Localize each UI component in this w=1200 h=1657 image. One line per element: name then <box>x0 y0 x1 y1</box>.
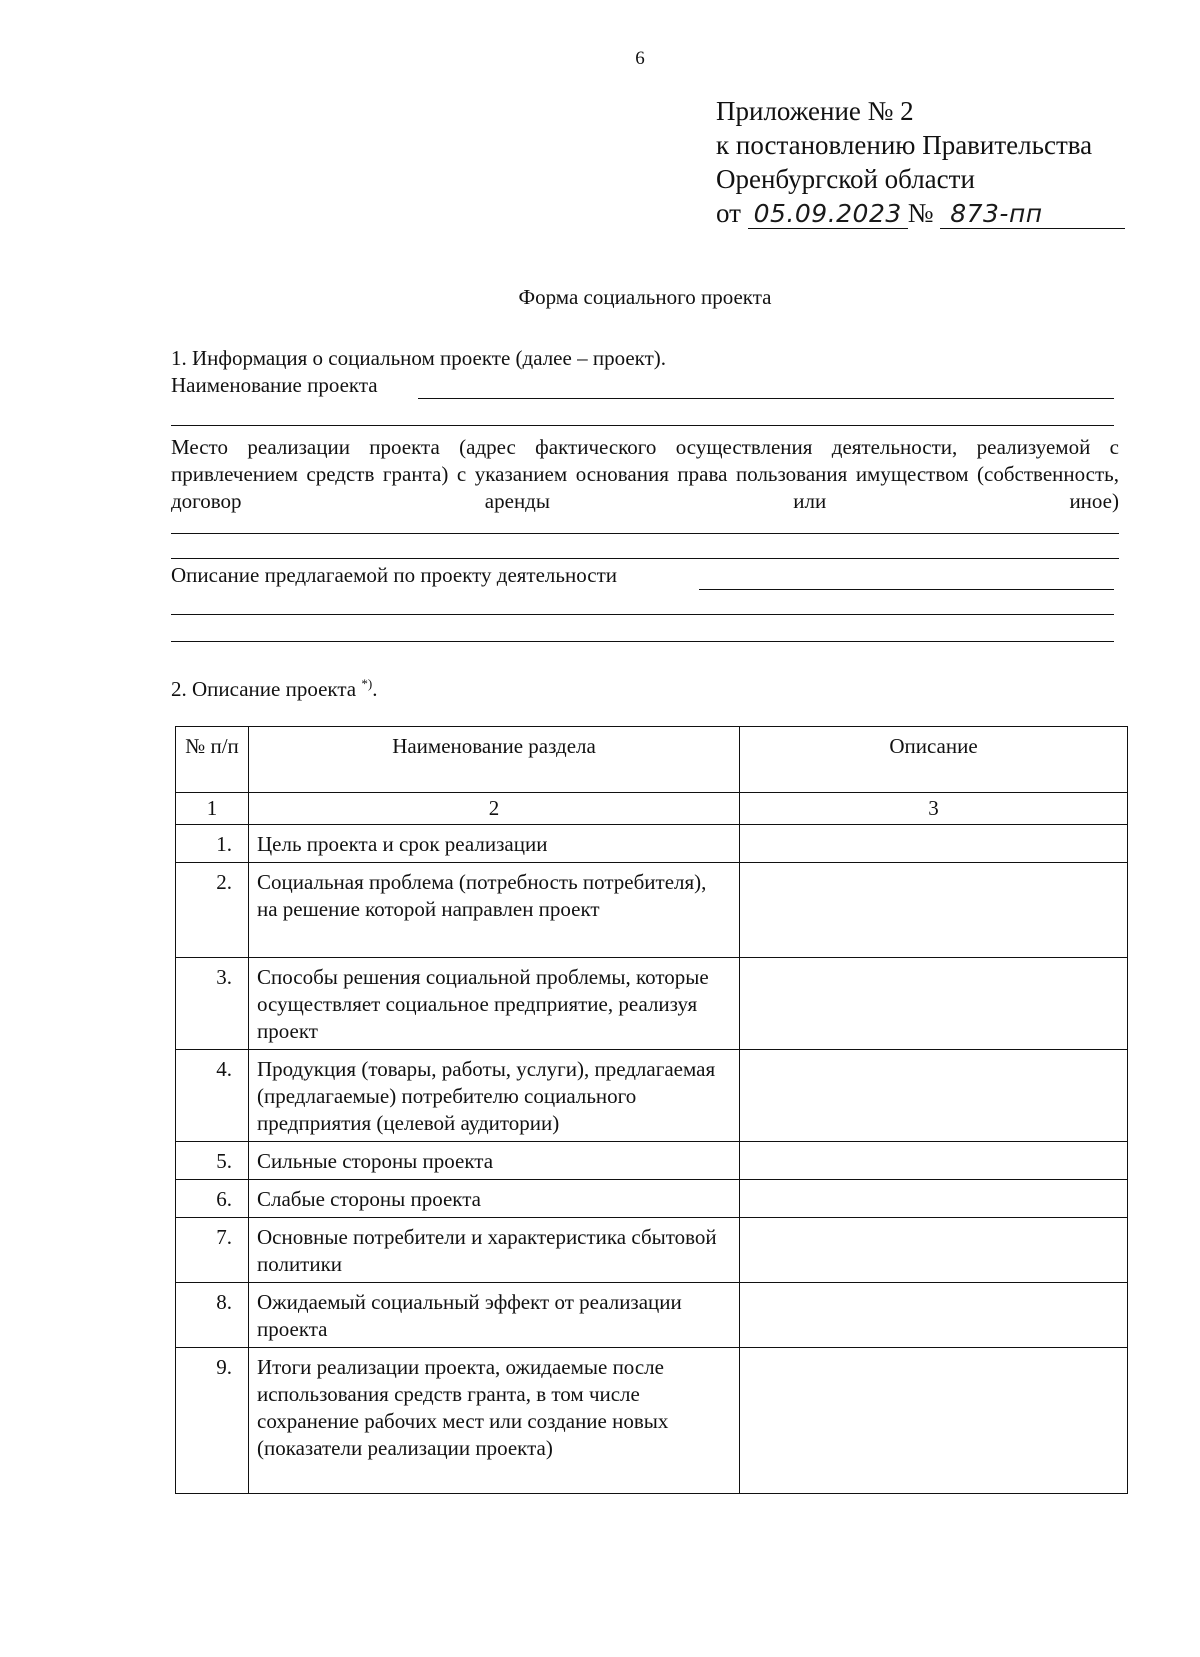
row-number: 2. <box>176 863 249 958</box>
section2-heading <box>171 676 377 702</box>
section2-heading-end: . <box>372 677 378 701</box>
activity-line-2 <box>171 614 1114 615</box>
index-cell: 1 <box>176 793 249 825</box>
place-line-2 <box>171 558 1119 559</box>
row-number: 6. <box>176 1180 249 1218</box>
project-name-label: Наименование проекта <box>171 373 378 397</box>
project-name-line <box>418 398 1114 399</box>
row-description[interactable] <box>740 1348 1128 1494</box>
from-label: от <box>716 198 741 228</box>
table-row <box>176 1348 1128 1494</box>
row-description[interactable] <box>740 958 1128 1050</box>
row-section-name: Социальная проблема (потребность потребителя), на решение которой направлен проект <box>249 863 740 958</box>
row-section-name: Продукция (товары, работы, услуги), предлагаемая (предлагаемые) потребителю социального предприятия (целевой аудитории) <box>249 1050 740 1142</box>
row-section-name: Итоги реализации проекта, ожидаемые после использования средств гранта, в том числе сохранение рабочих мест или создание новых (показатели реализации проекта) <box>249 1348 740 1494</box>
appendix-date-number-line <box>716 196 1125 230</box>
row-description[interactable] <box>740 825 1128 863</box>
table-index-row <box>176 793 1128 825</box>
row-description[interactable] <box>740 1180 1128 1218</box>
place-line-1 <box>171 533 1119 534</box>
table-row <box>176 1142 1128 1180</box>
header-desc: Описание <box>740 727 1128 793</box>
table-row <box>176 1180 1128 1218</box>
table-row <box>176 825 1128 863</box>
row-section-name: Способы решения социальной проблемы, которые осуществляет социальное предприятие, реализуя проект <box>249 958 740 1050</box>
activity-label: Описание предлагаемой по проекту деятельности <box>171 563 617 587</box>
row-number: 5. <box>176 1142 249 1180</box>
table-row <box>176 1218 1128 1283</box>
appendix-title: Приложение № 2 <box>716 96 914 126</box>
table-row <box>176 1050 1128 1142</box>
row-number: 1. <box>176 825 249 863</box>
table-header-row <box>176 727 1128 793</box>
table-row <box>176 958 1128 1050</box>
header-num: № п/п <box>176 727 249 793</box>
number-label: № <box>907 198 934 228</box>
row-description[interactable] <box>740 1283 1128 1348</box>
header-name: Наименование раздела <box>249 727 740 793</box>
activity-line-1 <box>699 589 1114 590</box>
row-description[interactable] <box>740 1050 1128 1142</box>
footnote-mark: *) <box>361 676 373 691</box>
row-description[interactable] <box>740 863 1128 958</box>
row-section-name: Слабые стороны проекта <box>249 1180 740 1218</box>
page-number: 6 <box>635 48 645 69</box>
row-description[interactable] <box>740 1142 1128 1180</box>
table-row <box>176 863 1128 958</box>
index-cell: 3 <box>740 793 1128 825</box>
row-section-name: Основные потребители и характеристика сбытовой политики <box>249 1218 740 1283</box>
project-name-line-2 <box>171 425 1114 426</box>
handwritten-date: 05.09.2023 <box>748 200 908 229</box>
row-number: 8. <box>176 1283 249 1348</box>
index-cell: 2 <box>249 793 740 825</box>
row-description[interactable] <box>740 1218 1128 1283</box>
appendix-decree-line: к постановлению Правительства <box>716 130 1093 160</box>
form-title: Форма социального проекта <box>518 285 772 309</box>
section1-heading: 1. Информация о социальном проекте (далее – проект). <box>171 346 666 370</box>
appendix-region-line: Оренбургской области <box>716 164 975 194</box>
appendix-header <box>716 94 1125 230</box>
row-number: 4. <box>176 1050 249 1142</box>
table-row <box>176 1283 1128 1348</box>
section2-heading-text: 2. Описание проекта <box>171 677 357 701</box>
activity-line-3 <box>171 641 1114 642</box>
row-section-name: Цель проекта и срок реализации <box>249 825 740 863</box>
row-number: 9. <box>176 1348 249 1494</box>
row-number: 3. <box>176 958 249 1050</box>
place-description: Место реализации проекта (адрес фактического осуществления деятельности, реализуемой с привлечением средств гранта) с указанием основания права пользования имуществом (собственность, договор аренды или иное) <box>171 435 1119 513</box>
row-section-name: Ожидаемый социальный эффект от реализации проекта <box>249 1283 740 1348</box>
row-section-name: Сильные стороны проекта <box>249 1142 740 1180</box>
project-description-table <box>175 726 1128 1494</box>
handwritten-number: 873-пп <box>940 200 1125 229</box>
row-number: 7. <box>176 1218 249 1283</box>
